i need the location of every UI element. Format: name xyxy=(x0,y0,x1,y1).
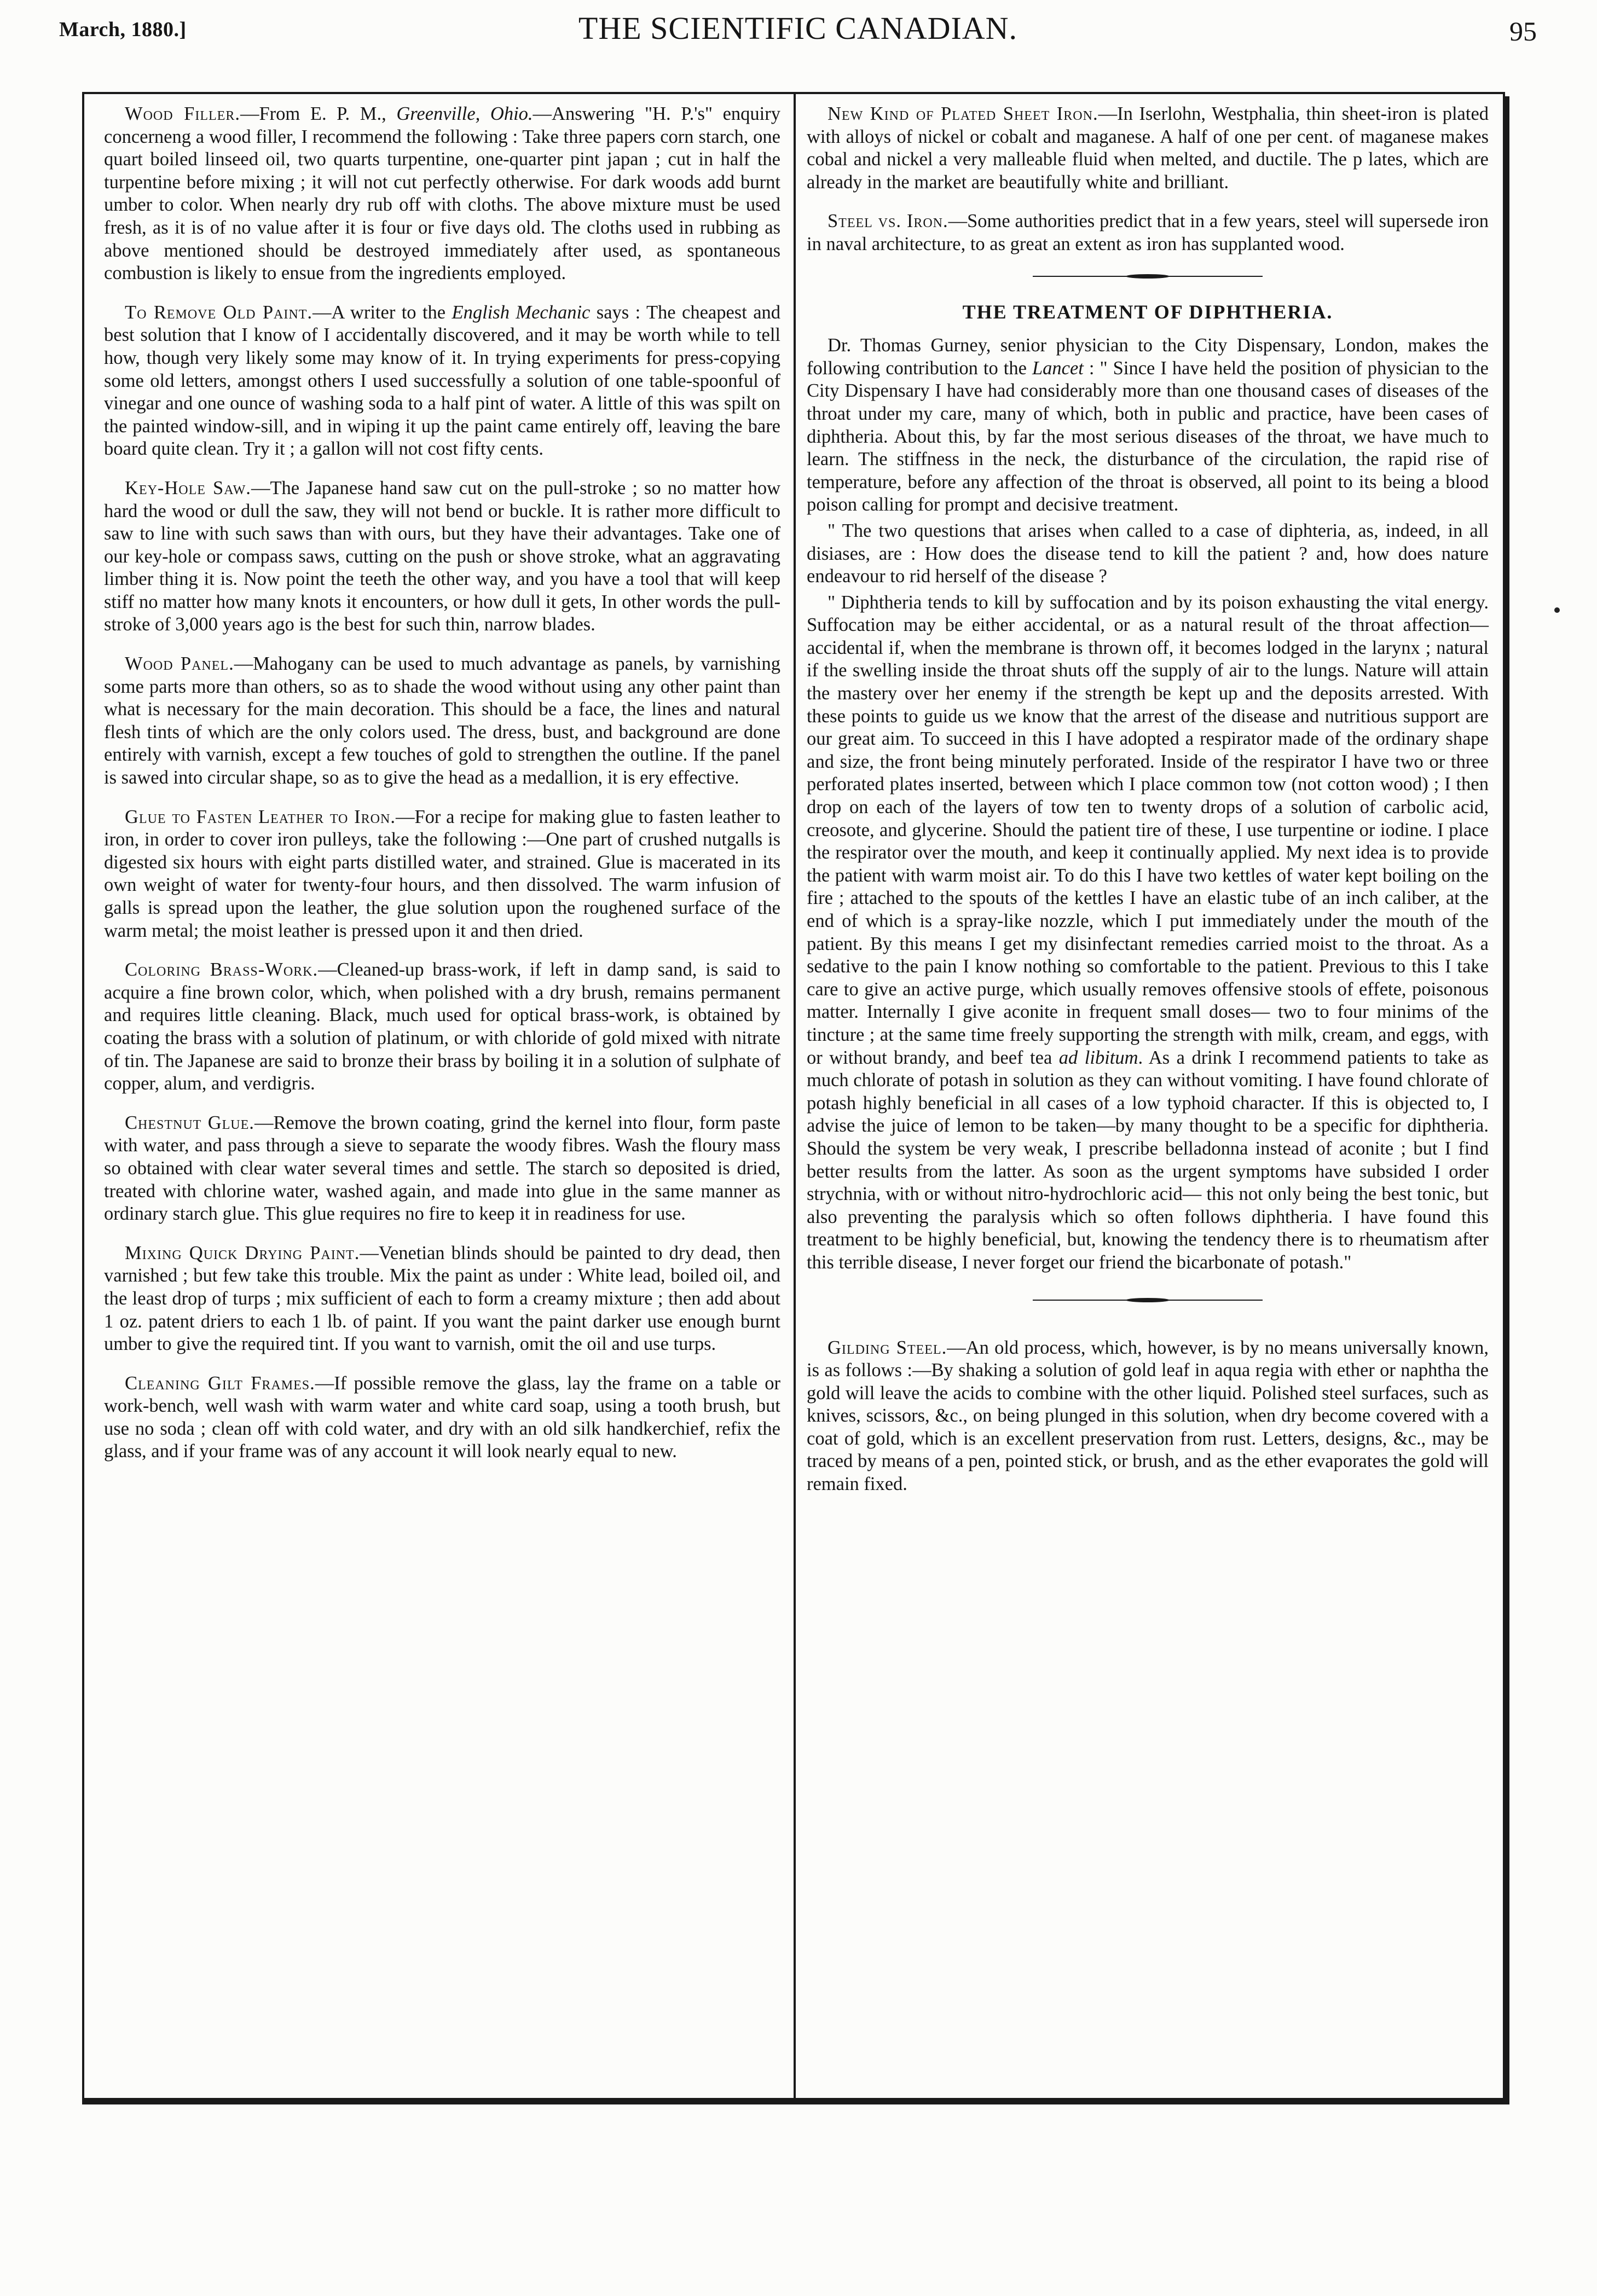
article-body: —Answering "H. P.'s" enquiry concerneng a wood filler, I recommend the following : Take three papers corn starch, one quart boiled linseed oil, two quarts turpentine, one-quarter pint japan ; cut in half the turpentine before mixing ; it will not cut perfectly otherwise. For dark woods add burnt umber to color. When nearly dry rub off with cloths. The above mixture must be used fresh, as it is of no value after it is four or five days old. The cloths used in rubbing as above mentioned should be destroyed immediately after used, as spontaneous combustion is likely to ensue from the ingredients employed. xyxy=(104,103,781,284)
article-body: says : The cheapest and best solution that I know of I accidentally discovered, and it may be worth while to tell how, though very likely some may know of it. In trying experiments for press-copying some old letters, amongst others I used successfully a solution of one table-spoonful of vinegar and one ounce of washing soda to a half pint of water. A little of this was spilt on the painted window-sill, and in wiping it up the paint came entirely off, leaving the bare board quite clean. Try it ; a gallon will not cost fifty cents. xyxy=(104,302,781,460)
article-key-hole-saw xyxy=(104,477,780,636)
article-cleaning-gilt-frames xyxy=(104,1372,780,1463)
frame-shadow-bottom xyxy=(82,2100,1509,2104)
diphtheria-paragraph-3 xyxy=(807,592,1489,1274)
article-title: Steel vs. Iron. xyxy=(828,211,948,232)
article-body: —The Japanese hand saw cut on the pull-stroke ; so no matter how hard the wood or dull the saw, they will not bend or buckle. It is rather more difficult to saw to line with such saws than with ours, but they have their advantages. Take one of our key-hole or compass saws, cutting on the push or shove stroke, what an aggravating limber thing it is. Now point the teeth the other way, and you have a tool that will keep stiff no matter how many knots it encounters, or how dull it gets, In other words the pull-stroke of 3,000 years ago is the best for such thin, narrow blades. xyxy=(104,477,780,635)
article-wood-filler xyxy=(104,103,780,285)
article-title: Cleaning Gilt Frames. xyxy=(125,1372,315,1394)
article-title: To Remove Old Paint. xyxy=(125,302,313,323)
article-title: Glue to Fasten Leather to Iron. xyxy=(125,806,396,827)
article-title: Coloring Brass-Work. xyxy=(125,959,319,981)
journal-name: Lancet xyxy=(1032,357,1084,379)
right-column xyxy=(807,103,1489,1512)
article-title: Key-Hole Saw. xyxy=(125,477,251,498)
article-chestnut-glue xyxy=(104,1112,780,1226)
article-title: Gilding Steel. xyxy=(828,1337,947,1358)
article-glue-leather-iron xyxy=(104,806,780,943)
article-body: —Cleaned-up brass-work, if left in damp sand, is said to acquire a fine brown color, which, when polished with a dry brush, remains permanent and requires little cleaning. Black, much used for optical brass-work, is obtained by coating the brass with a solution of platinum, or with chloride of gold mixed with nitrate of tin. The Japanese are said to bronze their brass by boiling it in a solution of sulphate of copper, alum, and verdigris. xyxy=(104,959,780,1094)
section-rule xyxy=(1033,1296,1263,1304)
article-coloring-brass xyxy=(104,959,780,1095)
article-body: —Mahogany can be used to much advantage as panels, by varnishing some parts more than others, so as to shade the wood without using any other paint than what is necessary for the main decoration. This should be a face, the lines and natural flesh tints of which are the only colors used. The dress, bust, and background are done entirely with varnish, except a few touches of gold to strengthen the outline. If the panel is sawed into circular shape, so as to give the head as a medallion, it is ery effective. xyxy=(104,653,780,788)
publication-title: THE SCIENTIFIC CANADIAN. xyxy=(578,10,1018,46)
paragraph-text: Dr. Thomas Gurney, senior physician to the City Dispensary, London, makes the following contribution to the xyxy=(807,335,1489,379)
article-body: —A writer to the xyxy=(313,302,452,323)
article-location: Greenville, Ohio. xyxy=(396,103,533,124)
article-body: —From E. P. M., xyxy=(240,103,397,124)
diphtheria-paragraph-1 xyxy=(807,334,1489,517)
article-wood-panel xyxy=(104,653,780,790)
article-source: English Mechanic xyxy=(452,302,591,323)
article-title: Mixing Quick Drying Paint. xyxy=(125,1242,360,1263)
article-remove-old-paint xyxy=(104,302,780,461)
paragraph-text: " Diphtheria tends to kill by suffocation and by its poison exhausting the vital energy. Suffocation may be either accidental, or as a natural result of the throat affection—accidental if, when the membrane is thrown off, it becomes lodged in the larynx ; natural if the swelling inside the throat shuts off the supply of air to the lungs. Nature will attain the mastery over her enemy if the strength be kept up and the deposits arrested. With these points to guide us we know that the arrest of the disease and nutritious support are our great aim. To succeed in this I have adopted a respirator made of the ordinary shape and size, the front being minutely perforated. Inside of the respirator I have two or three perforated plates inserted, between which I place common tow (not cotton wood) ; I then drop on each of the layers of tow ten to twenty drops of a solution of carbolic acid, creosote, and glycerine. Should the patient tire of these, I use turpentine or iodine. I place the respirator over the mouth, and keep it continually applied. My next idea is to provide the patient with warm moist air. To do this I have two kettles of water kept boiling on the fire ; attached to the spouts of the kettles I have an elastic tube of an inch caliber, at the end of which is a spray-like nozzle, which I put immediately under the mouth of the patient. By this means I get my disinfectant remedies carried moist to the throat. As a sedative to the pain I know nothing so comfortable to the patient. Previous to this I take care to give an active purge, which usually removes offensive stools of effete, poisonous matter. Internally I give aconite in frequent small doses— two to four minims of the tincture ; at the same time freely supporting the strength with milk, cream, and eggs, with or without brandy, and beef tea xyxy=(807,592,1489,1068)
article-body: —An old process, which, however, is by no means universally known, is as follows :—By shaking a solution of gold leaf in aqua regia with ether or naphtha the gold will leave the acids to combine with the other liquid. Polished steel surfaces, such as knives, scissors, &c., on being plunged in this solution, when dry become covered with a coat of gold, which is an excellent preservation from rust. Letters, designs, &c., may be traced by means of a pen, pointed stick, or brush, and as the ether evaporates the gold will remain fixed. xyxy=(807,1337,1489,1495)
column-divider xyxy=(794,92,796,2100)
article-steel-vs-iron xyxy=(807,210,1489,256)
article-plated-sheet-iron xyxy=(807,103,1489,194)
article-title: New Kind of Plated Sheet Iron. xyxy=(828,103,1098,124)
issue-date: March, 1880.] xyxy=(59,18,187,41)
article-title: Wood Filler. xyxy=(125,103,240,124)
article-body: —For a recipe for making glue to fasten leather to iron, in order to cover iron pulleys, take the following :—One part of crushed nutgalls is digested six hours with eight parts distilled water, and strained. Glue is macerated in its own weight of water for twenty-four hours, and then dissolved. The warm infusion of galls is spread upon the leather, the glue solution upon the roughened surface of the warm metal; the moist leather is pressed upon it and then dried. xyxy=(104,806,780,941)
article-body: —Remove the brown coating, grind the kernel into flour, form paste with water, and pass through a sieve to separate the woody fibres. Wash the floury mass so obtained with clear water several times and settle. The starch so deposited is dried, treated with chlorine water, washed again, and made into glue in the same manner as ordinary starch glue. This glue requires no fire to keep it in readiness for use. xyxy=(104,1112,780,1225)
page-number: 95 xyxy=(1509,16,1537,47)
article-title: Chestnut Glue. xyxy=(125,1112,254,1133)
diphtheria-paragraph-2: " The two questions that arises when called to a case of diphteria, as, indeed, in all disiases, are : How does the disease tend to kill the patient ? and, how does nature endeavour to rid herself of the disease ? xyxy=(807,520,1489,587)
article-body: —In Iserlohn, Westphalia, thin sheet-iron is plated with alloys of nickel or cobalt and maganese. A half of one per cent. of maganese makes cobal and nickel a very malleable fluid when melted, and ductile. The p lates, which are already in the market are beautifully white and brilliant. xyxy=(807,103,1489,193)
diphtheria-heading: THE TREATMENT OF DIPHTHERIA. xyxy=(962,300,1333,323)
paragraph-text: . As a drink I recommend patients to take as much chlorate of potash in solution as they can without vomiting. I have found chlorate of potash highly beneficial in all cases of a low typhoid character. If this is objected to, I advise the juice of lemon to be taken—by many thought to be a specific for diphtheria. Should the system be very weak, I prescribe belladonna instead of aconite ; but I find better results from the latter. As soon as the urgent symptoms have subsided I order strychnia, with or without nitro-hydrochloric acid— this not only being the best tonic, but also preventing the paralysis which so often follows diphtheria. I have found this treatment to be highly beneficial, but, knowing the tendency there is to rheumatism after this terrible disease, I never forget our friend the bicarbonate of potash." xyxy=(807,1047,1489,1273)
paragraph-text: : " Since I have held the position of physician to the City Dispensary I have had considerably more than one thousand cases of diseases of the throat under my care, many of which, both in public and practice, have been cases of diphtheria. About this, by far the most serious diseases of the throat, we have much to learn. The stiffness in the neck, the disturbance of the circulation, the rapid rise of temperature, before any affection of the throat is observed, all point to its being a blood poison calling for prompt and decisive treatment. xyxy=(807,357,1489,515)
article-body: —Venetian blinds should be painted to dry dead, then varnished ; but few take this trouble. Mix the paint as under : White lead, boiled oil, and the least drop of turps ; mix sufficient of each to form a creamy mixture ; then add about 1 oz. patent driers to each 1 lb. of paint. If you want the paint darker use enough burnt umber to give the required tint. If you want to varnish, omit the oil and use turps. xyxy=(104,1242,781,1355)
article-gilding-steel xyxy=(807,1337,1489,1496)
left-column xyxy=(104,103,780,1480)
latin-phrase: ad libitum xyxy=(1058,1047,1138,1068)
ink-speck xyxy=(1554,607,1560,613)
article-body: —Some authorities predict that in a few years, steel will supersede iron in naval architecture, to as great an extent as iron has supplanted wood. xyxy=(807,211,1489,254)
article-body: —If possible remove the glass, lay the frame on a table or work-bench, well wash with warm water and white card soap, using a tooth brush, but use no soda ; clean off with cold water, and dry with an old silk handkerchief, refix the glass, and if your frame was of any account it will look nearly equal to new. xyxy=(104,1372,780,1462)
frame-shadow-right xyxy=(1505,96,1509,2104)
page-header xyxy=(59,10,1537,48)
article-quick-drying-paint xyxy=(104,1242,780,1356)
article-title: Wood Panel. xyxy=(125,653,234,675)
section-rule xyxy=(1033,272,1263,280)
